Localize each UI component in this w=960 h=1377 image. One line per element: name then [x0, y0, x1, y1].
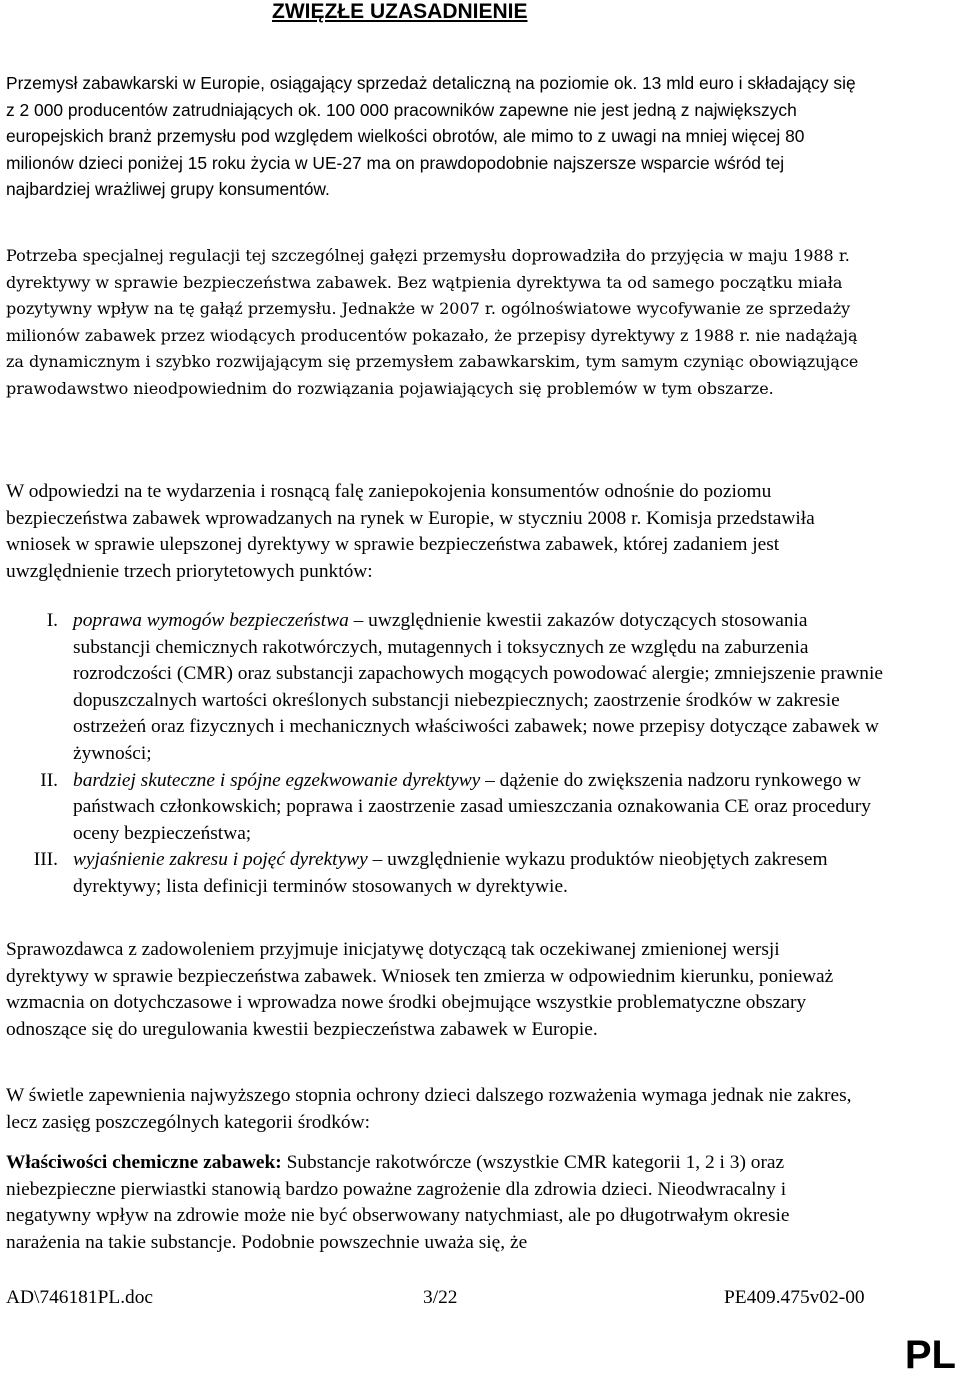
list-item-number: III. — [33, 849, 58, 871]
footer-document-ref: PE409.475v02-00 — [724, 1287, 865, 1308]
paragraph-body-text: Substancje rakotwórcze (wszystkie CMR kategorii 1, 2 i 3) oraz niebezpieczne pierwiastki stanowią bardzo poważne zagrożenie dla zdrowia dzieci. Nieodwracalny i negatywny wpływ na zdrowie może nie być obserwowany natychmiast, ale po długotrwałym okresie narażenia na takie substancje. Podobnie powszechnie uważa się, że — [6, 1152, 790, 1253]
paragraph-scope-note: W świetle zapewnienia najwyższego stopnia ochrony dzieci dalszego rozważenia wymaga jednak nie zakres, lecz zasięg poszczególnych kategorii środków: — [6, 1085, 852, 1133]
list-item-body — [73, 847, 883, 900]
list-item-lead: poprawa wymogów bezpieczeństwa — [73, 610, 349, 631]
page-title: ZWIĘZŁE UZASADNIENIE — [272, 0, 528, 23]
list-item-body — [73, 608, 883, 768]
list-item-text: – uwzględnienie wykazu produktów nieobjętych zakresem dyrektywy; lista definicji terminów stosowanych w dyrektywie. — [73, 849, 828, 897]
paragraph-chemical-properties — [6, 1150, 866, 1256]
paragraph-commission-proposal: W odpowiedzi na te wydarzenia i rosnącą falę zaniepokojenia konsumentów odnośnie do poziomu bezpieczeństwa zabawek wprowadzanych na rynek w Europie, w styczniu 2008 r. Komisja przedstawiła wniosek w sprawie ulepszonej dyrektywy w sprawie bezpieczeństwa zabawek, której zadaniem jest uwzględnienie trzech priorytetowych punktów: — [6, 481, 815, 582]
paragraph-industry-overview: Przemysł zabawkarski w Europie, osiągający sprzedaż detaliczną na poziomie ok. 13 mld euro i składający się z 2 000 producentów zatrudniających ok. 100 000 pracowników zapewne nie jest jedną z największych europejskich branż przemysłu pod względem wielkości obrotów, ale mimo to z uwagi na mniej więcej 80 milionów dzieci poniżej 15 roku życia w UE-27 ma on prawdopodobnie najszersze wsparcie wśród tej najbardziej wrażliwej grupy konsumentów. — [6, 73, 856, 200]
list-item — [0, 847, 880, 900]
list-item — [0, 768, 880, 848]
language-code: PL — [904, 1333, 956, 1377]
list-item-lead: bardziej skuteczne i spójne egzekwowanie dyrektywy — [73, 769, 481, 791]
list-item-text: – dążenie do zwiększenia nadzoru rynkowego w państwach członkowskich; poprawa i zaostrzenie zasad umieszczania oznakowania CE oraz procedury oceny bezpieczeństwa; — [73, 769, 871, 844]
list-item-text: – uwzględnienie kwestii zakazów dotyczących stosowania substancji chemicznych rakotwórczych, mutagennych i toksycznych ze względu na zaburzenia rozrodczości (CMR) oraz substancji zapachowych mogących powodować alergie; zmniejszenie prawnie dopuszczalnych wartości określonych substancji niebezpiecznych; zaostrzenie środków w zakresie ostrzeżeń oraz fizycznych i mechanicznych właściwości zabawek; nowe przepisy dotyczące zabawek w żywności; — [73, 610, 883, 764]
paragraph-regulation-history: Potrzeba specjalnej regulacji tej szczególnej gałęzi przemysłu doprowadziła do przyjęcia w maju 1988 r. dyrektywy w sprawie bezpieczeństwa zabawek. Bez wątpienia dyrektywa ta od samego początku miała pozytywny wpływ na tę gałąź przemysłu. Jednakże w 2007 r. ogólnoświatowe wycofywanie ze sprzedaży milionów zabawek przez wiodących producentów pokazało, że przepisy dyrektywy z 1988 r. nie nadążają za dynamicznym i szybko rozwijającym się przemysłem zabawkarskim, tym samym czyniąc obowiązujące prawodawstwo nieodpowiednim do rozwiązania pojawiających się problemów w tym obszarze. — [6, 246, 859, 398]
list-item-number: II. — [40, 769, 58, 791]
footer-page-number: 3/22 — [423, 1287, 458, 1308]
paragraph-rapporteur-view: Sprawozdawca z zadowoleniem przyjmuje inicjatywę dotyczącą tak oczekiwanej zmienionej wersji dyrektywy w sprawie bezpieczeństwa zabawek. Wniosek ten zmierza w odpowiednim kierunku, ponieważ wzmacnia on dotychczasowe i wprowadza nowe środki obejmujące wszystkie problematyczne obszary odnoszące się do uregulowania kwestii bezpieczeństwa zabawek w Europie. — [6, 939, 834, 1040]
footer-file-name: AD\746181PL.doc — [6, 1287, 154, 1308]
priority-list — [0, 608, 883, 901]
list-item-lead: wyjaśnienie zakresu i pojęć dyrektywy — [73, 849, 368, 871]
list-item — [0, 608, 883, 768]
list-item-number: I. — [46, 610, 58, 631]
list-item-body — [73, 768, 883, 848]
paragraph-lead-heading: Właściwości chemiczne zabawek: — [6, 1152, 282, 1173]
